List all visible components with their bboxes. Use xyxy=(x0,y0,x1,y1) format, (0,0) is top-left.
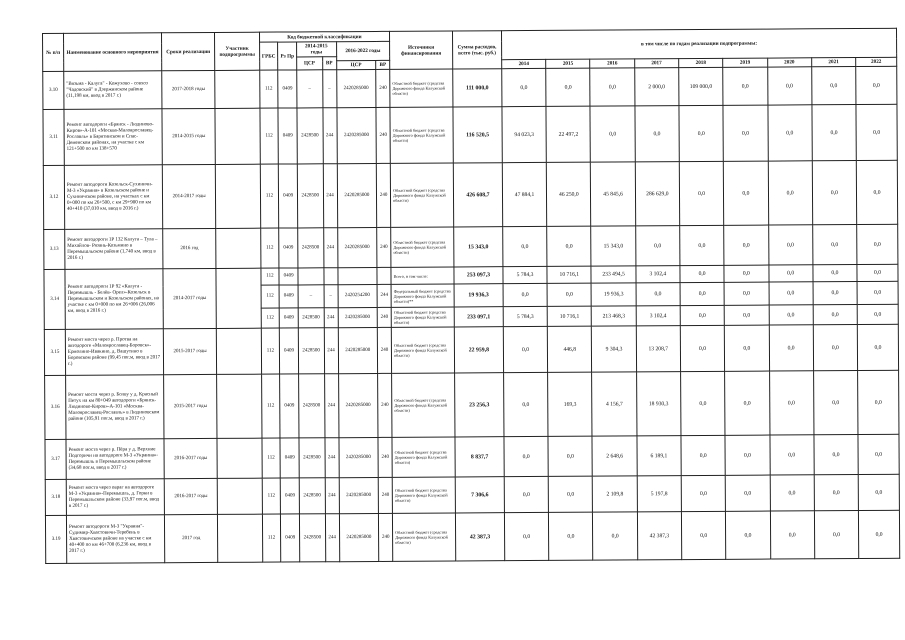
csr-cell: 2420285000 xyxy=(336,107,376,163)
terms-cell: 2017 год xyxy=(164,514,218,562)
col-codes-header: Код бюджетной классификации xyxy=(259,31,389,42)
year-value-cell: 0,0 xyxy=(856,66,897,104)
year-value-cell: 45 845,6 xyxy=(591,162,636,226)
year-value-cell: 0,0 xyxy=(726,511,771,559)
year-value-cell: 0,0 xyxy=(770,511,815,559)
source-cell: Областной бюджет (средства Дорожного фонда Калужской области) xyxy=(392,437,455,477)
participant-cell xyxy=(218,514,263,562)
year-value-cell: 0,0 xyxy=(813,265,857,282)
year-value-cell: 0,0 xyxy=(504,436,549,476)
grbs-cell: 112 xyxy=(260,164,279,228)
year-value-cell: 0,0 xyxy=(680,265,724,282)
row-number: 3.17 xyxy=(45,439,66,479)
source-cell: Всего, в том числе: xyxy=(391,267,454,284)
terms-cell: 2015-2017 годы xyxy=(163,328,217,374)
source-cell: Областной бюджет (средства Дорожного фонда Калужской области) xyxy=(390,163,453,227)
year-header: 2016 xyxy=(590,59,634,68)
col-vr2-header: ВР xyxy=(376,60,390,69)
grbs-cell: 112 xyxy=(261,374,280,438)
grbs-cell: 112 xyxy=(261,328,280,374)
row-number: 3.12 xyxy=(43,165,64,229)
vr-cell: 240 xyxy=(378,437,392,477)
participant-cell xyxy=(218,478,262,514)
year-value-cell: 0,0 xyxy=(857,304,898,324)
year-value-cell: 0,0 xyxy=(502,68,546,106)
year-value-cell: 46 250,0 xyxy=(546,162,591,226)
year-value-cell: 0,0 xyxy=(636,283,680,306)
vr-cell: 244 xyxy=(325,438,339,478)
year-value-cell: 0,0 xyxy=(768,161,813,225)
year-value-cell: 0,0 xyxy=(503,226,548,266)
measure-name: Ремонт автодороги 1Р 92 «Калуга - Перемышль - Белёв- Орел»-Козельск в Перемышльском и Козельском районах, на участке с км 0+000 по км 26+006 (26,006 км, ввод в 2016 г.) xyxy=(65,269,163,330)
table-row xyxy=(45,434,899,479)
vr-cell: 244 xyxy=(324,328,338,374)
vr-cell: 244 xyxy=(325,478,339,514)
rzpr-cell: 0409 xyxy=(279,285,298,308)
row-number: 3.16 xyxy=(45,375,66,439)
year-value-cell: 2 109,8 xyxy=(593,476,637,512)
year-value-cell: 0,0 xyxy=(548,476,592,512)
year-value-cell: 0,0 xyxy=(680,282,724,305)
year-value-cell: 0,0 xyxy=(504,512,549,560)
total-cell: 111 000,0 xyxy=(453,69,502,107)
table-row xyxy=(44,324,898,375)
grbs-cell: 112 xyxy=(259,70,278,108)
year-value-cell: 0,0 xyxy=(680,305,724,325)
year-header: 2014 xyxy=(502,59,546,68)
grbs-cell: 112 xyxy=(262,438,281,478)
terms-cell: 2014-2015 годы xyxy=(162,108,216,164)
year-value-cell: 446,8 xyxy=(547,326,592,372)
measure-name: Ремонт моста через овраг на автодороге М-3 «Украина»-Перемышль, д. Горки в Перемышльском районе (33,97 пог.м, ввод в 2017 г.) xyxy=(66,479,164,516)
csr-cell: 2428500 xyxy=(299,438,325,478)
col-total-header: Сумма расходов, всего (тыс. руб.) xyxy=(452,31,501,69)
year-value-cell: 0,0 xyxy=(770,475,814,511)
row-number: 3.13 xyxy=(44,229,65,269)
year-value-cell: 0,0 xyxy=(725,325,770,371)
grbs-cell: 112 xyxy=(261,308,280,328)
year-value-cell: 0,0 xyxy=(547,226,592,266)
participant-cell xyxy=(215,108,260,164)
year-value-cell: 0,0 xyxy=(767,105,812,161)
year-value-cell: 169,3 xyxy=(548,372,593,436)
year-header: 2015 xyxy=(546,59,590,68)
year-value-cell: 0,0 xyxy=(504,476,548,512)
year-value-cell: 2 648,6 xyxy=(592,436,637,476)
measure-name: Ремонт автодороги М-3 "Украина"-Судимир-Хвастовичи-Теребень в Хвастовичском районе на участке с км 40+400 по км 46+700 (6,236 км, ввод в 2017 г.) xyxy=(66,515,164,564)
year-value-cell: 0,0 xyxy=(503,283,547,306)
year-value-cell: 0,0 xyxy=(681,435,726,475)
year-value-cell: 5 784,3 xyxy=(503,266,547,283)
csr-cell: 2420285000 xyxy=(336,69,376,107)
year-value-cell: 0,0 xyxy=(813,371,858,435)
year-value-cell: 0,0 xyxy=(813,305,857,325)
col-period2-header: 2016-2022 годы xyxy=(336,41,390,60)
grbs-cell: 112 xyxy=(260,108,279,164)
rzpr-cell: 0409 xyxy=(278,108,297,164)
csr-cell: 2428500 xyxy=(298,328,324,374)
total-cell: 42 387,3 xyxy=(455,513,504,561)
year-value-cell: 5 784,3 xyxy=(503,306,547,326)
terms-cell: 2017-2018 годы xyxy=(162,70,216,108)
year-value-cell: 0,0 xyxy=(681,475,725,511)
year-value-cell: 213 468,3 xyxy=(592,306,636,326)
terms-cell: 2014-2017 годы xyxy=(163,268,217,328)
year-value-cell: 0,0 xyxy=(858,370,899,434)
grbs-cell: 112 xyxy=(260,228,279,268)
grbs-cell: 112 xyxy=(261,268,280,285)
year-header: 2017 xyxy=(634,59,678,68)
year-value-cell: 47 884,1 xyxy=(502,162,547,226)
col-grbs-header: ГРБС xyxy=(259,42,278,70)
year-value-cell: 0,0 xyxy=(724,161,769,225)
year-value-cell: 0,0 xyxy=(813,282,857,305)
csr-cell: 2428500 xyxy=(297,108,323,164)
csr-cell: – xyxy=(297,70,323,108)
grbs-cell: 112 xyxy=(262,514,281,562)
total-cell: 426 608,7 xyxy=(453,163,502,227)
csr-cell xyxy=(298,268,324,285)
year-value-cell: 0,0 xyxy=(725,435,770,475)
col-years-header: в том числе по годам реализации подпрограммы: xyxy=(501,28,896,59)
participant-cell xyxy=(216,228,261,268)
participant-cell xyxy=(217,438,262,478)
rzpr-cell: 0409 xyxy=(279,308,298,328)
source-cell: Областной бюджет (средства Дорожного фонда Калужской области) xyxy=(392,373,455,437)
year-value-cell: 10 716,1 xyxy=(547,266,591,283)
year-value-cell: 5 197,8 xyxy=(637,476,681,512)
vr-cell: 244 xyxy=(325,514,339,562)
participant-cell xyxy=(216,268,261,328)
total-cell: 15 343,0 xyxy=(454,227,503,267)
source-cell: Федеральный бюджет (средства Дорожного фонда Калужской области)** xyxy=(391,284,454,307)
year-value-cell: 0,0 xyxy=(858,510,899,558)
table-row xyxy=(43,66,897,109)
rzpr-cell: 0409 xyxy=(278,70,297,108)
year-value-cell: 9 304,3 xyxy=(592,326,637,372)
csr-cell: 2428500 xyxy=(298,308,324,328)
year-value-cell: 0,0 xyxy=(812,161,857,225)
total-cell: 8 837,7 xyxy=(455,437,504,477)
table-row xyxy=(45,370,899,439)
year-value-cell: 10 716,1 xyxy=(547,306,591,326)
csr-cell: 2420285000 xyxy=(338,327,378,373)
year-value-cell: 0,0 xyxy=(857,281,898,304)
total-cell: 23 256,3 xyxy=(455,373,504,437)
year-value-cell: 233 494,5 xyxy=(591,266,635,283)
year-value-cell: 0,0 xyxy=(856,104,897,160)
total-cell: 116 520,5 xyxy=(453,107,502,163)
terms-cell: 2016-2017 годы xyxy=(164,438,218,478)
rzpr-cell: 0409 xyxy=(281,478,300,514)
year-value-cell: 0,0 xyxy=(768,265,812,282)
year-header: 2020 xyxy=(767,58,811,67)
csr-cell: 2420285000 xyxy=(338,307,378,327)
measure-name: Ремонт автодороги «Брянск - Людиново- Киров»-А-101 «Москва-Малоярославец- Рославль» в Барятинском и Спас-Деменском районах, на участке с км 121+500 по км 138+570 xyxy=(64,109,162,166)
total-cell: 253 097,3 xyxy=(454,267,503,284)
year-value-cell: 0,0 xyxy=(857,324,898,370)
rzpr-cell: 0409 xyxy=(280,438,299,478)
total-cell: 233 097,1 xyxy=(454,307,503,327)
participant-cell xyxy=(217,374,262,438)
year-value-cell: 0,0 xyxy=(681,371,726,435)
year-value-cell: 22 497,2 xyxy=(546,106,591,162)
rzpr-cell: 0409 xyxy=(280,328,299,374)
year-value-cell: 0,0 xyxy=(812,225,857,265)
year-value-cell: 0,0 xyxy=(548,436,593,476)
row-number: 3.19 xyxy=(45,515,66,563)
year-value-cell: 0,0 xyxy=(769,282,813,305)
vr-cell: 244 xyxy=(377,284,391,307)
year-value-cell: 109 000,0 xyxy=(679,67,723,105)
year-value-cell: 0,0 xyxy=(769,435,814,475)
year-value-cell: 0,0 xyxy=(724,282,768,305)
source-cell: Областной бюджет (средства Дорожного фонда Калужской области) xyxy=(391,307,454,327)
vr-cell: 240 xyxy=(376,107,390,163)
table-row xyxy=(45,474,899,515)
year-header: 2019 xyxy=(723,58,767,67)
year-value-cell: 0,0 xyxy=(724,225,769,265)
year-value-cell: 0,0 xyxy=(725,475,769,511)
row-number: 3.10 xyxy=(43,71,64,109)
source-cell: Областной бюджет (средства Дорожного фонда Калужской области) xyxy=(390,107,453,163)
year-value-cell: 6 189,1 xyxy=(637,436,682,476)
year-value-cell: 0,0 xyxy=(723,105,768,161)
year-value-cell: 0,0 xyxy=(503,326,548,372)
grbs-cell: 112 xyxy=(262,478,281,514)
col-csr2-header: ЦСР xyxy=(336,60,376,69)
row-number: 3.15 xyxy=(44,329,65,375)
rzpr-cell: 0409 xyxy=(279,268,298,285)
vr-cell: – xyxy=(322,70,336,108)
year-value-cell: 2 000,0 xyxy=(634,68,678,106)
year-value-cell: 0,0 xyxy=(769,371,814,435)
measure-name: Ремонт моста через р. Протва на автодороге «Малоярославец-Боровск»-Ермолино-Ивакино, д. Вашутино в Боровском районе (99,45 пог.м, ввод в 2017 г.) xyxy=(65,329,163,376)
year-value-cell: 0,0 xyxy=(812,67,856,105)
measure-name: "Вязьма - Калуга" - Кожухово - совхоз "Чадовский" в Дзержинском районе (11,198 км, ввод в 2017 г.) xyxy=(64,71,162,110)
table-row xyxy=(43,104,897,165)
year-value-cell: 0,0 xyxy=(635,226,680,266)
vr-cell: 244 xyxy=(323,228,337,268)
csr-cell xyxy=(337,267,377,284)
measure-name: Ремонт моста через р. Болву у д. Красный Петух на км 80+049 автодороги «Брянск-Людиново-Киров»-А-101 «Москва-Малоярославец-Рославль» в Людиновском районе (105,91 пог.м, ввод в 2017 г.) xyxy=(66,375,164,440)
source-cell: Областной бюджет (средства Дорожного фонда Калужской области) xyxy=(393,513,456,561)
year-value-cell: 0,0 xyxy=(679,161,724,225)
year-value-cell: 0,0 xyxy=(547,283,591,306)
terms-cell: 2016 год xyxy=(163,228,217,268)
year-value-cell: 0,0 xyxy=(813,325,858,371)
csr-cell: 2420285000 xyxy=(337,227,377,267)
csr-cell: 2428500 xyxy=(299,374,325,438)
table-row xyxy=(43,160,897,229)
year-value-cell: 0,0 xyxy=(679,105,724,161)
col-csr1-header: ЦСР xyxy=(297,57,323,70)
table-row xyxy=(45,510,899,563)
csr-cell: 2420285000 xyxy=(338,437,378,477)
grbs-cell: 112 xyxy=(261,285,280,308)
rzpr-cell: 0409 xyxy=(279,228,298,268)
year-value-cell: 0,0 xyxy=(769,325,814,371)
vr-cell: 244 xyxy=(323,164,337,228)
measure-name: Ремонт моста через р. Пёра у д. Верхние Подгоричи на автодороге М-3 «Украина»-Перемышль в Перемышльском районе (34,68 пог.м, ввод в 2017 г.) xyxy=(66,439,164,480)
vr-cell: 244 xyxy=(324,374,338,438)
year-value-cell: 0,0 xyxy=(725,371,770,435)
year-value-cell: 0,0 xyxy=(546,68,590,106)
total-cell: 7 306,6 xyxy=(455,477,504,513)
year-value-cell: 0,0 xyxy=(858,474,899,510)
year-value-cell: 0,0 xyxy=(723,67,767,105)
year-value-cell: 0,0 xyxy=(858,434,899,474)
year-header: 2022 xyxy=(856,57,897,66)
year-value-cell: 0,0 xyxy=(814,475,858,511)
year-value-cell: 0,0 xyxy=(724,265,768,282)
year-value-cell: 0,0 xyxy=(724,305,768,325)
year-header: 2018 xyxy=(679,58,723,67)
vr-cell: 244 xyxy=(323,108,337,164)
row-number: 3.18 xyxy=(45,479,66,515)
vr-cell: 240 xyxy=(379,513,393,561)
csr-cell: 2420285000 xyxy=(337,163,377,227)
year-value-cell: 0,0 xyxy=(814,435,859,475)
vr-cell: 240 xyxy=(376,69,390,107)
year-value-cell: 3 102,4 xyxy=(636,266,680,283)
vr-cell: 240 xyxy=(378,373,392,437)
vr-cell: – xyxy=(324,285,338,308)
total-cell: 19 936,3 xyxy=(454,284,503,307)
csr-cell: 2428500 xyxy=(299,514,325,562)
vr-cell xyxy=(323,268,337,285)
rzpr-cell: 0409 xyxy=(280,374,299,438)
year-value-cell: 3 102,4 xyxy=(636,306,680,326)
year-value-cell: 0,0 xyxy=(590,68,634,106)
year-value-cell: 0,0 xyxy=(593,512,638,560)
col-num-header: № п/п xyxy=(43,33,64,71)
year-value-cell: 0,0 xyxy=(814,511,859,559)
year-value-cell: 0,0 xyxy=(549,512,594,560)
year-value-cell: 18 930,3 xyxy=(636,372,681,436)
year-value-cell: 0,0 xyxy=(681,511,726,559)
vr-cell: 240 xyxy=(376,163,390,227)
table-body xyxy=(43,66,900,563)
terms-cell: 2016-2017 годы xyxy=(164,478,218,514)
csr-cell: 2428500 xyxy=(298,228,324,268)
year-value-cell: 94 023,3 xyxy=(502,106,547,162)
participant-cell xyxy=(217,328,262,374)
year-value-cell: 4 156,7 xyxy=(592,372,637,436)
col-participants-header: Участник подпрограммы xyxy=(215,32,259,70)
year-header: 2021 xyxy=(811,58,855,67)
year-value-cell: 0,0 xyxy=(857,224,898,264)
year-value-cell: 0,0 xyxy=(590,106,635,162)
col-rzpr-header: Рз Пр xyxy=(278,42,297,70)
year-value-cell: 0,0 xyxy=(769,305,813,325)
csr-cell: 2420285000 xyxy=(338,373,378,437)
year-value-cell: 15 343,0 xyxy=(591,226,636,266)
year-value-cell: 0,0 xyxy=(768,225,813,265)
year-value-cell: 286 629,0 xyxy=(635,162,680,226)
csr-cell: 2420285000 xyxy=(339,477,379,513)
csr-cell: 2420285000 xyxy=(339,513,379,561)
year-value-cell: 0,0 xyxy=(504,372,549,436)
csr-cell: – xyxy=(298,285,324,308)
year-value-cell: 0,0 xyxy=(856,160,897,224)
rzpr-cell: 0409 xyxy=(279,164,298,228)
year-value-cell: 19 936,3 xyxy=(591,283,635,306)
col-terms-header: Сроки реализации xyxy=(161,32,215,70)
participant-cell xyxy=(216,164,261,228)
vr-cell: 240 xyxy=(377,307,391,327)
year-value-cell: 42 387,3 xyxy=(637,512,682,560)
col-period1-header: 2014-2015 годы xyxy=(296,42,336,57)
budget-table xyxy=(42,28,900,564)
measure-name: Ремонт автодороги Козельск-Сухиничи-М-3 «Украина» в Козельском районе и Сухиничском районе, на участках с км 0+000 по км 26+500, с км 29+900 по км 40+410 (37,010 км, ввод в 2016 г.) xyxy=(64,165,162,230)
participant-cell xyxy=(215,70,259,108)
col-name-header: Наименование основного мероприятия xyxy=(63,33,161,72)
year-value-cell: 0,0 xyxy=(767,67,811,105)
col-source-header: Источники финансирования xyxy=(390,31,453,69)
vr-cell: 240 xyxy=(377,327,391,373)
table-row xyxy=(44,224,898,269)
terms-cell: 2015-2017 годы xyxy=(163,374,217,438)
vr-cell: 240 xyxy=(377,227,391,267)
row-number: 3.11 xyxy=(43,109,64,165)
total-cell: 22 959,8 xyxy=(454,327,503,373)
vr-cell: 244 xyxy=(324,308,338,328)
vr-cell xyxy=(377,267,391,284)
csr-cell: 2420254200 xyxy=(338,284,378,307)
year-value-cell: 0,0 xyxy=(812,105,857,161)
year-value-cell: 0,0 xyxy=(857,264,898,281)
source-cell: Областной бюджет (средства Дорожного фонда Калужской области) xyxy=(392,477,455,513)
source-cell: Областной бюджет (средства Дорожного фонда Калужской области) xyxy=(390,69,453,107)
vr-cell: 240 xyxy=(378,477,392,513)
year-value-cell: 13 208,7 xyxy=(636,326,681,372)
year-value-cell: 0,0 xyxy=(680,325,725,371)
source-cell: Областной бюджет (средства Дорожного фонда Калужской области) xyxy=(391,327,454,373)
rzpr-cell: 0409 xyxy=(281,514,300,562)
measure-name: Ремонт автодороги 1Р 132 Калуга – Тула – Михайлов- Рязань-Козьмино в Перемышльском районе (1,740 км, ввод в 2016 г.) xyxy=(65,229,163,270)
year-value-cell: 0,0 xyxy=(635,106,680,162)
csr-cell: 2428500 xyxy=(299,478,325,514)
terms-cell: 2014-2017 годы xyxy=(162,164,216,228)
year-value-cell: 0,0 xyxy=(680,225,725,265)
csr-cell: 2428500 xyxy=(297,164,323,228)
row-number: 3.14 xyxy=(44,269,65,329)
col-vr1-header: ВР xyxy=(322,57,336,70)
source-cell: Областной бюджет (средства Дорожного фонда Калужской области) xyxy=(391,227,454,267)
